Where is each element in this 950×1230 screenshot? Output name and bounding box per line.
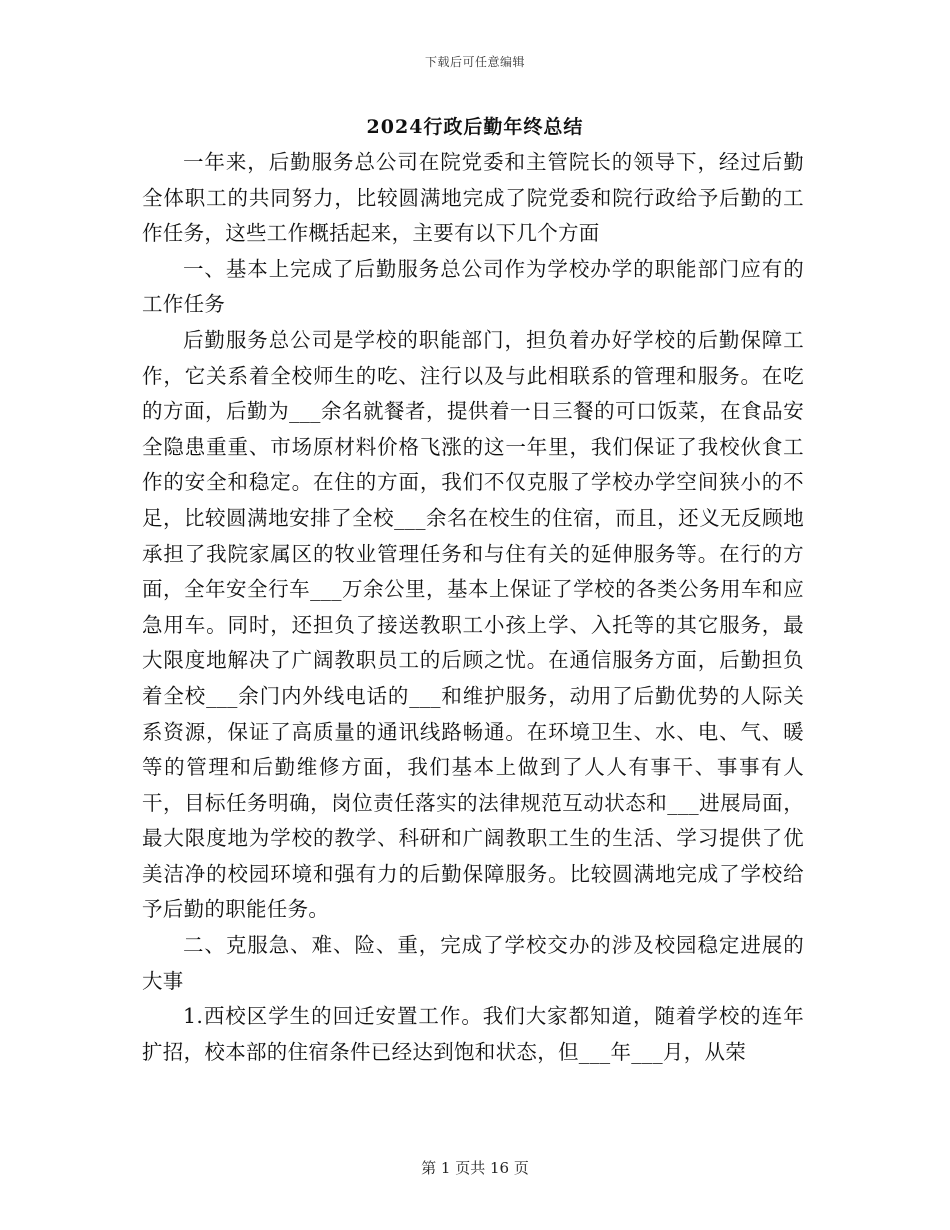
paragraph: 一年来，后勤服务总公司在院党委和主管院长的领导下，经过后勤全体职工的共同努力，比较圆满地完成了院党委和院行政给予后勤的工作任务，这些工作概括起来，主要有以下几个方面 xyxy=(142,150,804,246)
document-body xyxy=(142,145,804,1070)
paragraph: 1.西校区学生的回迁安置工作。我们大家都知道，随着学校的连年扩招，校本部的住宿条件已经达到饱和状态，但___年___月，从荣 xyxy=(142,1004,804,1064)
paragraph: 后勤服务总公司是学校的职能部门，担负着办好学校的后勤保障工作，它关系着全校师生的吃、注行以及与此相联系的管理和服务。在吃的方面，后勤为___余名就餐者，提供着一日三餐的可口饭菜，在食品安全隐患重重、市场原材料价格飞涨的这一年里，我们保证了我校伙食工作的安全和稳定。在住的方面，我们不仅克服了学校办学空间狭小的不足，比较圆满地安排了全校___余名在校生的住宿，而且，还义无反顾地承担了我院家属区的牧业管理任务和与住有关的延伸服务等。在行的方面，全年安全行车___万余公里，基本上保证了学校的各类公务用车和应急用车。同时，还担负了接送教职工小孩上学、入托等的其它服务，最大限度地解决了广阔教职员工的后顾之忧。在通信服务方面，后勤担负着全校___余门内外线电话的___和维护服务，动用了后勤优势的人际关系资源，保证了高质量的通讯线路畅通。在环境卫生、水、电、气、暖等的管理和后勤维修方面，我们基本上做到了人人有事干、事事有人干，目标任务明确，岗位责任落实的法律规范互动状态和___进展局面，最大限度地为学校的教学、科研和广阔教职工生的生活、学习提供了优美洁净的校园环境和强有力的后勤保障服务。比较圆满地完成了学校给予后勤的职能任务。 xyxy=(142,327,804,922)
page-footer: 第 1 页共 16 页 xyxy=(421,1159,529,1177)
paragraph: 一、基本上完成了后勤服务总公司作为学校办学的职能部门应有的工作任务 xyxy=(142,256,804,317)
paragraph: 二、克服急、难、险、重，完成了学校交办的涉及校园稳定进展的大事 xyxy=(142,933,804,993)
document-title: 2024行政后勤年终总结 xyxy=(366,116,584,138)
header-note: 下载后可任意编辑 xyxy=(424,55,525,69)
